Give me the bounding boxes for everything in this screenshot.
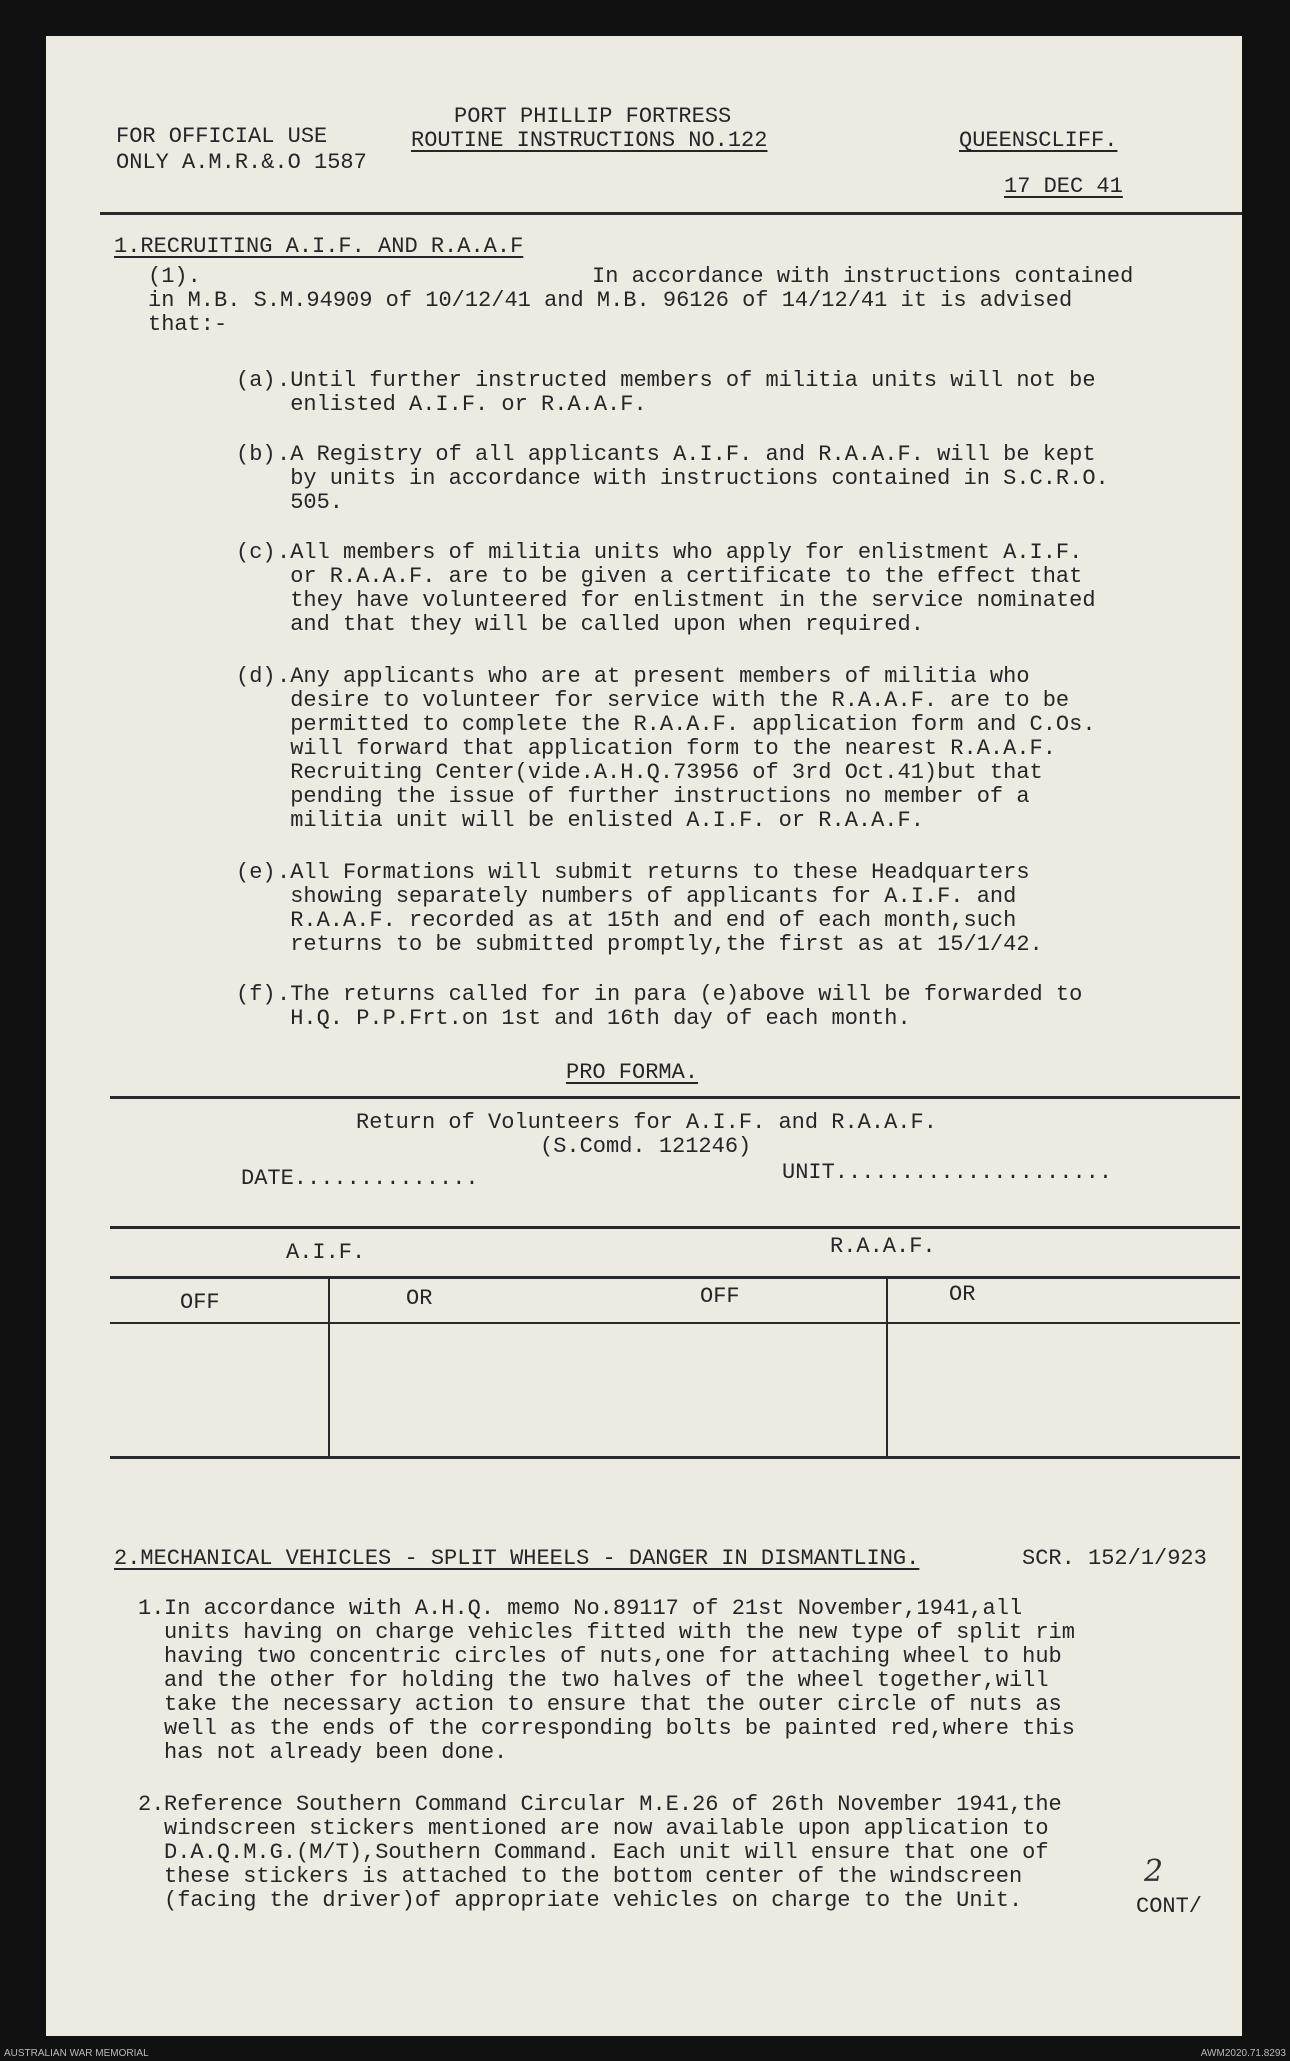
item-line: returns to be submitted promptly,the first as at 15/1/42. bbox=[277, 932, 1043, 957]
item-line: and that they will be called upon when required. bbox=[277, 612, 924, 637]
table-header-top-rule bbox=[110, 1276, 1240, 1279]
section2-para-line: D.A.Q.M.G.(M/T),Southern Command. Each unit will ensure that one of bbox=[164, 1840, 1049, 1865]
document-date: 17 DEC 41 bbox=[1004, 174, 1123, 199]
table-column-divider bbox=[328, 1276, 330, 1456]
section2-para-line: take the necessary action to ensure that the outer circle of nuts as bbox=[164, 1692, 1062, 1717]
fortress-title: PORT PHILLIP FORTRESS bbox=[454, 104, 732, 129]
pro-forma-heading: PRO FORMA. bbox=[566, 1060, 699, 1085]
section2-para-line: In accordance with A.H.Q. memo No.89117 of 21st November,1941,all bbox=[164, 1596, 1023, 1621]
column-header: OFF bbox=[180, 1290, 220, 1315]
item-label: (e) bbox=[236, 860, 276, 885]
section1-intro-line: that:- bbox=[148, 312, 228, 337]
pro-forma-reference: (S.Comd. 121246) bbox=[540, 1134, 752, 1159]
archive-footer-left: AUSTRALIAN WAR MEMORIAL bbox=[4, 2048, 149, 2059]
section2-heading: 2.MECHANICAL VEHICLES - SPLIT WHEELS - DANGER IN DISMANTLING. bbox=[114, 1546, 920, 1571]
table-header-bottom-rule bbox=[110, 1322, 1240, 1324]
section1-intro-line: In accordance with instructions contained bbox=[592, 264, 1134, 289]
official-use-line1: FOR OFFICIAL USE bbox=[116, 124, 328, 149]
section2-reference: SCR. 152/1/923 bbox=[1022, 1546, 1207, 1571]
item-line: by units in accordance with instructions contained in S.C.R.O. bbox=[277, 466, 1109, 491]
continued-marker: CONT/ bbox=[1136, 1894, 1203, 1919]
item-line: pending the issue of further instructions no member of a bbox=[277, 784, 1030, 809]
item-line: .Any applicants who are at present members of militia who bbox=[277, 664, 1030, 689]
section1-intro-line: in M.B. S.M.94909 of 10/12/41 and M.B. 96126 of 14/12/41 it is advised bbox=[148, 288, 1073, 313]
archive-footer-right: AWM2020.71.8293 bbox=[1200, 2048, 1286, 2059]
item-line: .A Registry of all applicants A.I.F. and R.A.A.F. will be kept bbox=[277, 442, 1096, 467]
section2-para-line: Reference Southern Command Circular M.E.26 of 26th November 1941,the bbox=[164, 1792, 1062, 1817]
handwritten-page-mark: 2 bbox=[1144, 1854, 1164, 1889]
section2-para-number: 2. bbox=[138, 1792, 165, 1817]
item-line: Recruiting Center(vide.A.H.Q.73956 of 3rd Oct.41)but that bbox=[277, 760, 1043, 785]
unit-field-label: UNIT..................... bbox=[782, 1160, 1113, 1185]
item-line: showing separately numbers of applicants for A.I.F. and bbox=[277, 884, 1017, 909]
section2-para-line: and the other for holding the two halves of the wheel together,will bbox=[164, 1668, 1049, 1693]
item-line: permitted to complete the R.A.A.F. application form and C.Os. bbox=[277, 712, 1096, 737]
section1-heading: 1.RECRUITING A.I.F. AND R.A.A.F bbox=[114, 234, 524, 259]
column-header: OR bbox=[949, 1282, 976, 1307]
section2-para-line: has not already been done. bbox=[164, 1740, 508, 1765]
official-use-line2: ONLY A.M.R.&.O 1587 bbox=[116, 150, 367, 175]
section2-para-line: (facing the driver)of appropriate vehicles on charge to the Unit. bbox=[164, 1888, 1023, 1913]
item-line: militia unit will be enlisted A.I.F. or R.A.A.F. bbox=[277, 808, 924, 833]
item-line: R.A.A.F. recorded as at 15th and end of each month,such bbox=[277, 908, 1017, 933]
place-name: QUEENSCLIFF. bbox=[959, 128, 1118, 153]
item-line: H.Q. P.P.Frt.on 1st and 16th day of each month. bbox=[277, 1006, 911, 1031]
pro-forma-title: Return of Volunteers for A.I.F. and R.A.A.F. bbox=[356, 1110, 937, 1135]
section2-para-line: windscreen stickers mentioned are now available upon application to bbox=[164, 1816, 1049, 1841]
group-label-raaf: R.A.A.F. bbox=[830, 1234, 936, 1259]
item-line: will forward that application form to the nearest R.A.A.F. bbox=[277, 736, 1056, 761]
item-line: desire to volunteer for service with the R.A.A.F. are to be bbox=[277, 688, 1070, 713]
item-line: .Until further instructed members of militia units will not be bbox=[277, 368, 1096, 393]
section2-para-line: units having on charge vehicles fitted with the new type of split rim bbox=[164, 1620, 1075, 1645]
item-line: 505. bbox=[277, 490, 344, 515]
routine-instructions-title: ROUTINE INSTRUCTIONS NO.122 bbox=[411, 128, 768, 153]
column-header: OFF bbox=[700, 1284, 740, 1309]
pro-forma-top-rule bbox=[110, 1096, 1240, 1099]
group-label-aif: A.I.F. bbox=[286, 1240, 366, 1265]
item-line: they have volunteered for enlistment in the service nominated bbox=[277, 588, 1096, 613]
section2-para-line: these stickers is attached to the bottom center of the windscreen bbox=[164, 1864, 1023, 1889]
item-line: .The returns called for in para (e)above will be forwarded to bbox=[277, 982, 1083, 1007]
section2-para-line: well as the ends of the corresponding bolts be painted red,where this bbox=[164, 1716, 1075, 1741]
item-line: .All members of militia units who apply for enlistment A.I.F. bbox=[277, 540, 1083, 565]
item-label: (f) bbox=[236, 982, 276, 1007]
date-field-label: DATE.............. bbox=[241, 1166, 479, 1191]
column-header: OR bbox=[406, 1286, 433, 1311]
table-bottom-rule bbox=[110, 1456, 1240, 1459]
table-column-divider bbox=[886, 1276, 888, 1456]
item-line: .All Formations will submit returns to these Headquarters bbox=[277, 860, 1030, 885]
section2-para-line: having two concentric circles of nuts,one for attaching wheel to hub bbox=[164, 1644, 1062, 1669]
section1-para-number: (1). bbox=[148, 264, 201, 289]
item-label: (c) bbox=[236, 540, 276, 565]
document-page bbox=[46, 36, 1242, 2036]
header-rule bbox=[100, 212, 1242, 215]
item-line: enlisted A.I.F. or R.A.A.F. bbox=[277, 392, 647, 417]
item-label: (d) bbox=[236, 664, 276, 689]
item-label: (b) bbox=[236, 442, 276, 467]
pro-forma-rule bbox=[110, 1226, 1240, 1229]
section2-para-number: 1. bbox=[138, 1596, 165, 1621]
item-line: or R.A.A.F. are to be given a certificate to the effect that bbox=[277, 564, 1083, 589]
item-label: (a) bbox=[236, 368, 276, 393]
